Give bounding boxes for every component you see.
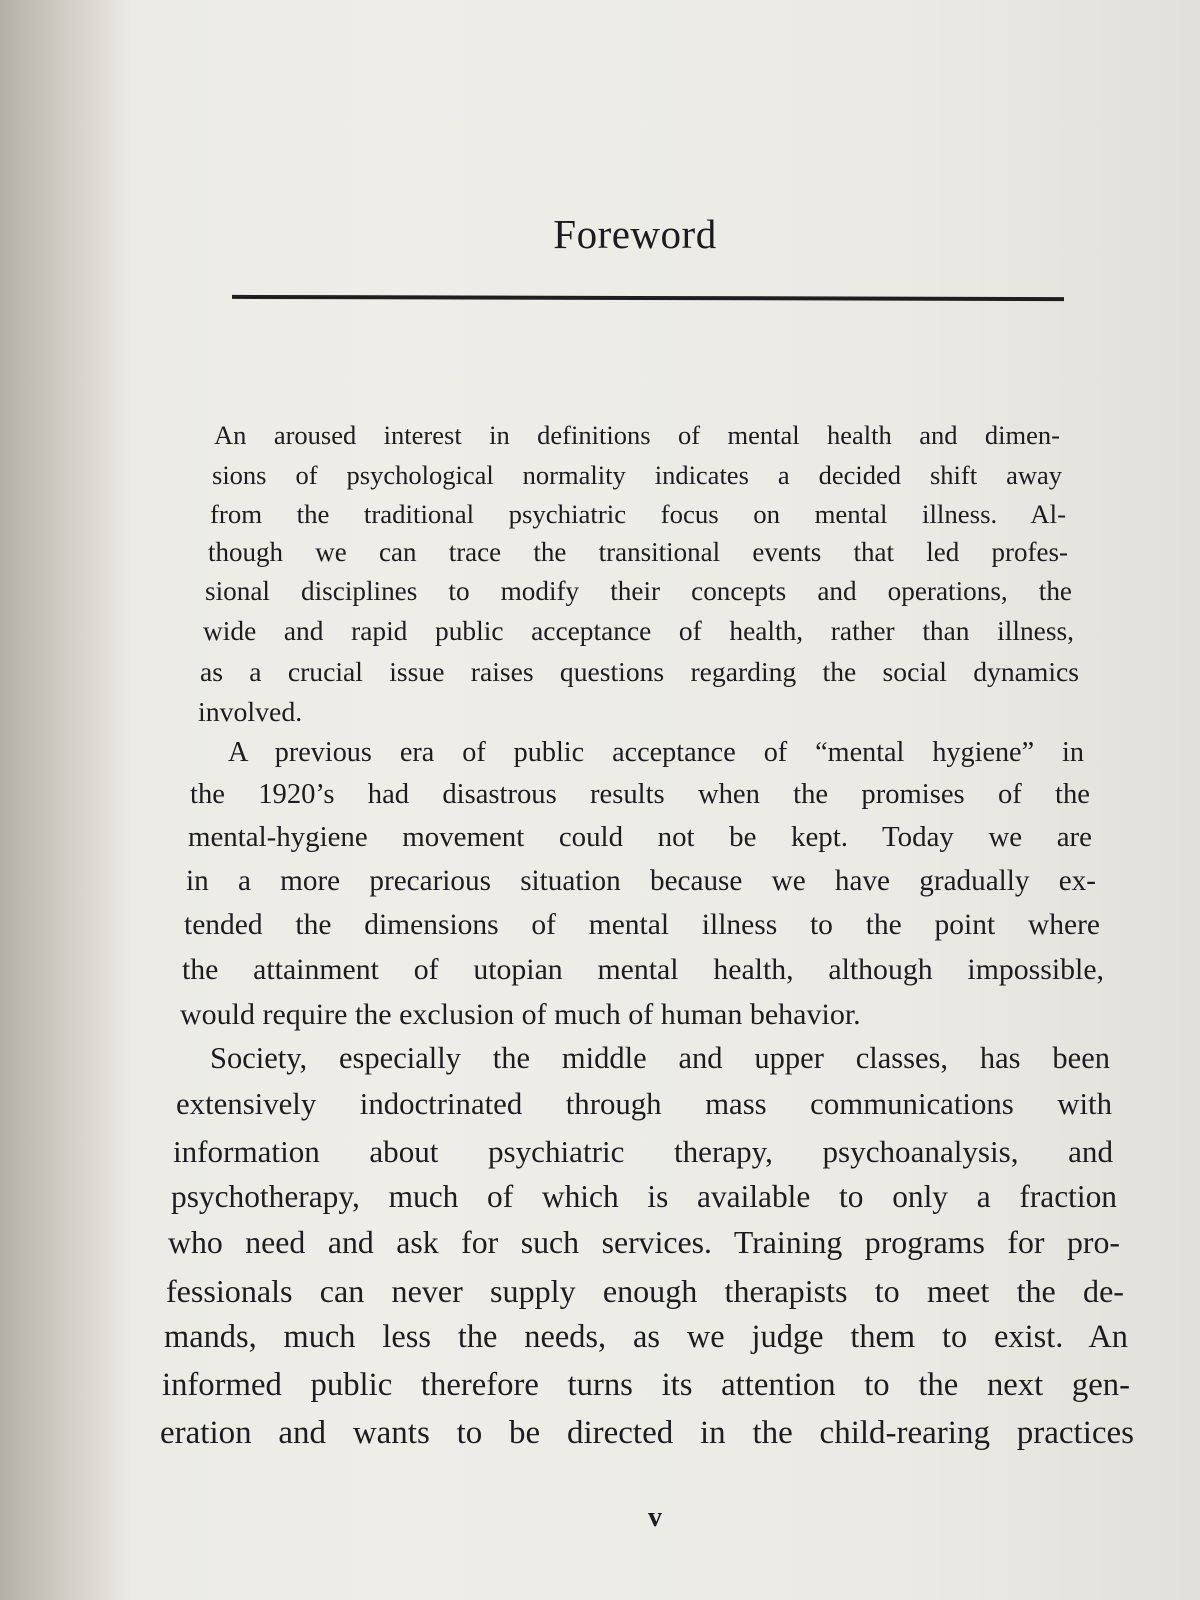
text-line: though we can trace the transitional events that led profes- (208, 537, 1068, 567)
page-title: Foreword (553, 211, 717, 257)
text-line: in a more precarious situation because we have gradually ex- (186, 865, 1096, 897)
text-line: sions of psychological normality indicates a decided shift away (212, 460, 1062, 490)
text-line: psychotherapy, much of which is available to only a fraction (171, 1179, 1117, 1214)
text-line: eration and wants to be directed in the child-rearing practices (160, 1415, 1134, 1451)
text-line: An aroused interest in definitions of mental health and dimen- (214, 420, 1060, 450)
text-line: mands, much less the needs, as we judge them to exist. An (164, 1319, 1128, 1355)
text-line: extensively indoctrinated through mass communications with (176, 1087, 1112, 1121)
text-line: would require the exclusion of much of human behavior. (180, 998, 861, 1031)
text-line: fessionals can never supply enough therapists to meet the de- (166, 1273, 1124, 1309)
text-line: information about psychiatric therapy, psychoanalysis, and (173, 1134, 1113, 1169)
text-line: tended the dimensions of mental illness to the point where (184, 909, 1100, 941)
text-line: mental-hygiene movement could not be kept. Today we are (188, 821, 1092, 853)
text-line: who need and ask for such services. Training programs for pro- (168, 1225, 1120, 1260)
text-line: A previous era of public acceptance of “mental hygiene” in (228, 737, 1084, 768)
text-line: from the traditional psychiatric focus on mental illness. Al- (210, 499, 1066, 529)
text-line: involved. (198, 697, 303, 728)
text-line: the 1920’s had disastrous results when the promises of the (190, 779, 1090, 810)
text-line: wide and rapid public acceptance of health, rather than illness, (203, 616, 1074, 646)
text-line: Society, especially the middle and upper classes, has been (210, 1041, 1110, 1075)
text-line: as a crucial issue raises questions regarding the social dynamics (200, 656, 1079, 687)
text-line: the attainment of utopian mental health, although impossible, (182, 953, 1104, 986)
text-line: sional disciplines to modify their concepts and operations, the (205, 576, 1072, 606)
text-line: informed public therefore turns its attention to the next gen- (162, 1367, 1130, 1403)
page-number: v (648, 1502, 662, 1533)
